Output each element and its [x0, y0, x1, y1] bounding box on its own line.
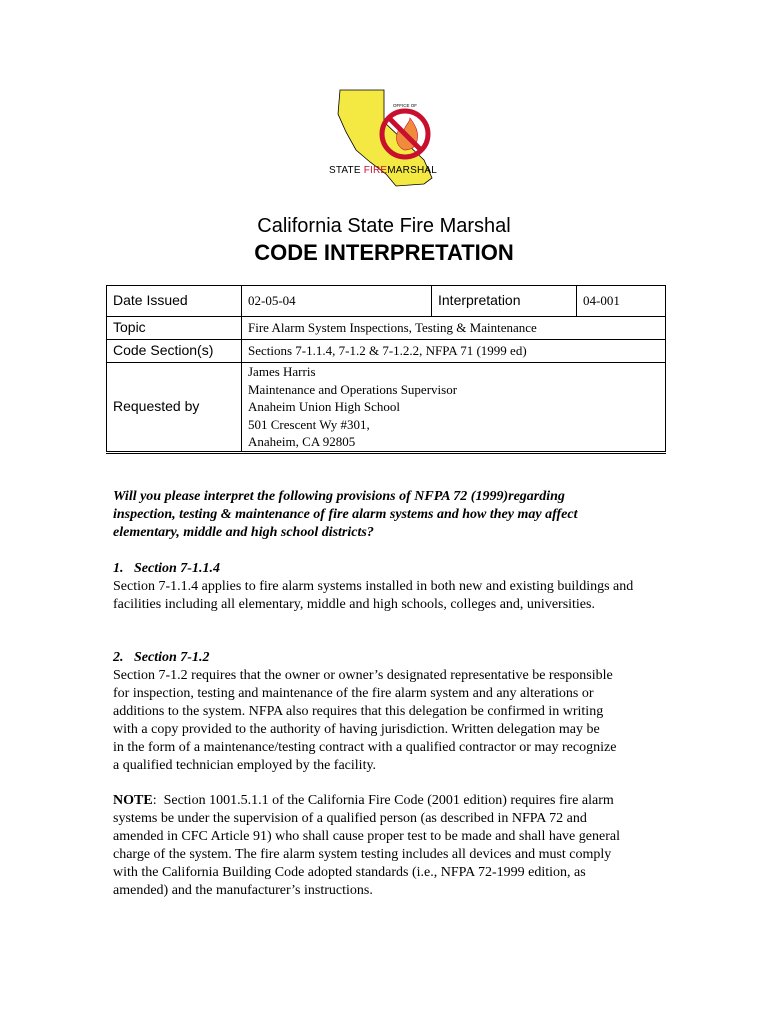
section-1-heading: 1. Section 7-1.1.4 [113, 561, 220, 576]
requested-by-value [242, 363, 666, 453]
section-1-line: Section 7-1.1.4 applies to fire alarm systems installed in both new and existing buildings and [113, 579, 634, 594]
section-2-heading: 2. Section 7-1.2 [113, 650, 210, 665]
info-table [106, 285, 666, 454]
section-2-line: a qualified technician employed by the facility. [113, 758, 377, 773]
interpretation-label: Interpretation [432, 286, 577, 317]
requester-street: 501 Crescent Wy #301, [248, 416, 370, 432]
note-first-line [113, 792, 683, 810]
note-line: : Section 1001.5.1.1 of the California Fire Code (2001 edition) requires fire alarm [152, 793, 614, 808]
requester-city: Anaheim, CA 92805 [248, 434, 356, 450]
note-line: systems be under the supervision of a qualified person (as described in NFPA 72 and [113, 811, 587, 826]
section-1 [113, 560, 683, 614]
question-line: inspection, testing & maintenance of fire alarm systems and how they may affect [113, 507, 578, 522]
section-2-line: with a copy provided to the authority of having jurisdiction. Written delegation may be [113, 722, 600, 737]
question-paragraph [113, 488, 683, 542]
org-title: California State Fire Marshal [257, 215, 511, 237]
section-2-line: Section 7-1.2 requires that the owner or owner’s designated representative be responsible [113, 668, 613, 683]
note-label: NOTE [113, 793, 153, 808]
date-value: 02-05-04 [242, 286, 432, 317]
requested-by-label: Requested by [107, 363, 242, 453]
table-row [107, 340, 666, 363]
note-line: amended in CFC Article 91) who shall cause proper test to be made and shall have general [113, 829, 620, 844]
code-section-value: Sections 7-1.1.4, 7-1.2 & 7-1.2.2, NFPA 71 (1999 ed) [242, 340, 666, 363]
requester-title: Maintenance and Operations Supervisor [248, 381, 458, 397]
logo-state-word: STATE [328, 165, 361, 176]
requester-name: James Harris [248, 364, 316, 380]
section-2 [113, 649, 683, 775]
logo-fire-word: FIRE [363, 165, 388, 176]
topic-label: Topic [107, 317, 242, 340]
requester-organization: Anaheim Union High School [248, 399, 401, 415]
section-1-line: facilities including all elementary, middle and high schools, colleges and, universities. [113, 597, 595, 612]
logo-caption [318, 165, 448, 176]
interpretation-value: 04-001 [577, 286, 666, 317]
note-paragraph [113, 792, 683, 900]
logo-marshal-word: MARSHAL [387, 165, 438, 176]
table-row [107, 363, 666, 453]
code-section-label: Code Section(s) [107, 340, 242, 363]
table-row [107, 317, 666, 340]
question-line: Will you please interpret the following provisions of NFPA 72 (1999)regarding [113, 489, 565, 504]
note-line: amended) and the manufacturer’s instructions. [113, 883, 373, 898]
section-2-line: for inspection, testing and maintenance of the fire alarm system and any alterations or [113, 686, 594, 701]
table-row [107, 286, 666, 317]
section-2-line: additions to the system. NFPA also requires that this delegation be confirmed in writing [113, 704, 604, 719]
question-line: elementary, middle and high school districts? [113, 525, 374, 540]
date-label: Date Issued [107, 286, 242, 317]
note-line: with the California Building Code adopted standards (i.e., NFPA 72-1999 edition, as [113, 865, 586, 880]
logo-office-text: OFFICE OF [393, 103, 417, 108]
note-line: charge of the system. The fire alarm system testing includes all devices and must comply [113, 847, 612, 862]
topic-value: Fire Alarm System Inspections, Testing & Maintenance [242, 317, 666, 340]
doc-title: CODE INTERPRETATION [254, 240, 514, 265]
section-2-line: in the form of a maintenance/testing contract with a qualified contractor or may recognize [113, 740, 617, 755]
